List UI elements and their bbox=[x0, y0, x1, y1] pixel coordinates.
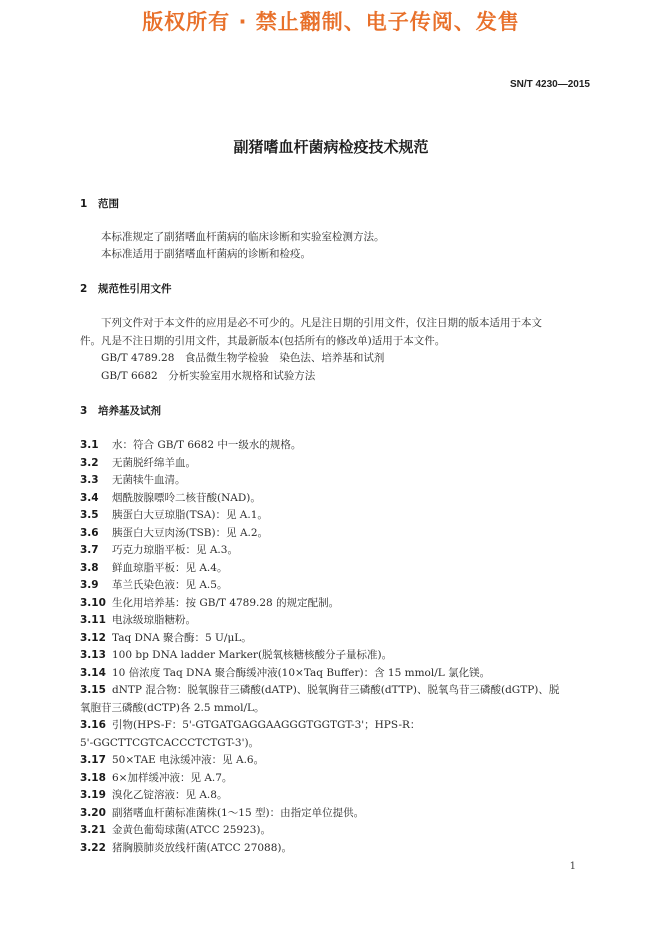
list-item bbox=[80, 560, 227, 575]
paragraph: 件。凡是不注日期的引用文件，其最新版本(包括所有的修改单)适用于本文件。 bbox=[80, 335, 446, 347]
list-item bbox=[80, 455, 196, 470]
item-text: 水：符合 GB/T 6682 中一级水的规格。 bbox=[112, 439, 302, 451]
item-number: 3.12 bbox=[80, 632, 106, 644]
section-title: 范围 bbox=[98, 198, 119, 210]
list-item-continuation bbox=[80, 735, 259, 750]
item-number: 3.8 bbox=[80, 562, 99, 574]
item-text: 电泳级琼脂糖粉。 bbox=[112, 614, 196, 626]
list-item bbox=[80, 682, 559, 697]
paragraph: 下列文件对于本文件的应用是必不可少的。凡是注日期的引用文件，仅注日期的版本适用于本文 bbox=[101, 317, 542, 329]
item-number: 3.16 bbox=[80, 719, 106, 731]
item-number: 3.7 bbox=[80, 544, 99, 556]
item-text: 革兰氏染色液：见 A.5。 bbox=[112, 579, 228, 591]
list-item bbox=[80, 525, 268, 540]
item-text: 50×TAE 电泳缓冲液：见 A.6。 bbox=[112, 754, 265, 766]
list-item bbox=[80, 840, 292, 855]
item-number: 3.19 bbox=[80, 789, 106, 801]
list-item bbox=[80, 805, 364, 820]
item-number: 3.3 bbox=[80, 474, 99, 486]
list-item bbox=[80, 770, 232, 785]
normative-reference: GB/T 6682 分析实验室用水规格和试验方法 bbox=[101, 370, 316, 382]
list-item bbox=[80, 787, 227, 802]
list-item bbox=[80, 577, 227, 592]
item-number: 3.11 bbox=[80, 614, 106, 626]
list-item bbox=[80, 630, 252, 645]
item-text: 巧克力琼脂平板：见 A.3。 bbox=[112, 544, 238, 556]
list-item-continuation bbox=[80, 700, 265, 715]
item-text: 无菌脱纤绵羊血。 bbox=[112, 457, 196, 469]
list-item bbox=[80, 472, 186, 487]
list-item bbox=[80, 612, 196, 627]
item-text: 引物(HPS-F：5'-GTGATGAGGAAGGGTGGTGT-3'；HPS-R： bbox=[112, 719, 421, 731]
item-text: 氧胞苷三磷酸(dCTP)各 2.5 mmol/L。 bbox=[80, 702, 265, 714]
item-text: 胰蛋白大豆琼脂(TSA)：见 A.1。 bbox=[112, 509, 268, 521]
item-text: Taq DNA 聚合酶：5 U/μL。 bbox=[112, 632, 252, 644]
section-title: 规范性引用文件 bbox=[98, 283, 172, 295]
item-number: 3.1 bbox=[80, 439, 99, 451]
paragraph: 本标准规定了副猪嗜血杆菌病的临床诊断和实验室检测方法。 bbox=[101, 231, 385, 243]
section-3-heading bbox=[80, 403, 161, 418]
item-text: 猪胸膜肺炎放线杆菌(ATCC 27088)。 bbox=[112, 842, 293, 854]
item-text: 鲜血琼脂平板：见 A.4。 bbox=[112, 562, 228, 574]
copyright-watermark: 版权所有 · 禁止翻制、电子传阅、发售 bbox=[142, 10, 520, 34]
item-text: 金黄色葡萄球菌(ATCC 25923)。 bbox=[112, 824, 272, 836]
page-number: 1 bbox=[569, 861, 576, 872]
item-number: 3.5 bbox=[80, 509, 99, 521]
list-item bbox=[80, 647, 392, 662]
document-title: 副猪嗜血杆菌病检疫技术规范 bbox=[233, 138, 429, 156]
item-text: 副猪嗜血杆菌标准菌株(1～15 型)：由指定单位提供。 bbox=[112, 807, 365, 819]
item-number: 3.18 bbox=[80, 772, 106, 784]
item-text: 胰蛋白大豆肉汤(TSB)：见 A.2。 bbox=[112, 527, 269, 539]
item-number: 3.10 bbox=[80, 597, 106, 609]
item-number: 3.21 bbox=[80, 824, 106, 836]
item-text: 溴化乙锭溶液：见 A.8。 bbox=[112, 789, 228, 801]
item-number: 3.15 bbox=[80, 684, 106, 696]
item-number: 3.20 bbox=[80, 807, 106, 819]
item-text: 100 bp DNA ladder Marker(脱氧核糖核酸分子量标准)。 bbox=[112, 649, 393, 661]
item-text: 6×加样缓冲液：见 A.7。 bbox=[112, 772, 233, 784]
standard-code: SN/T 4230—2015 bbox=[509, 79, 590, 90]
item-text: 生化用培养基：按 GB/T 4789.28 的规定配制。 bbox=[112, 597, 340, 609]
section-1-heading bbox=[80, 196, 119, 211]
item-text: dNTP 混合物：脱氧腺苷三磷酸(dATP)、脱氧胸苷三磷酸(dTTP)、脱氧鸟苷三磷酸(dGTP)、脱 bbox=[112, 684, 560, 696]
item-text: 烟酰胺腺嘌呤二核苷酸(NAD)。 bbox=[112, 492, 261, 504]
list-item bbox=[80, 717, 420, 732]
list-item bbox=[80, 595, 339, 610]
list-item bbox=[80, 507, 268, 522]
section-number: 3 bbox=[80, 405, 88, 417]
item-number: 3.13 bbox=[80, 649, 106, 661]
item-number: 3.14 bbox=[80, 667, 106, 679]
paragraph: 本标准适用于副猪嗜血杆菌病的诊断和检疫。 bbox=[101, 248, 311, 260]
item-number: 3.22 bbox=[80, 842, 106, 854]
item-number: 3.6 bbox=[80, 527, 99, 539]
list-item bbox=[80, 490, 261, 505]
section-2-heading bbox=[80, 281, 172, 296]
item-text: 无菌犊牛血清。 bbox=[112, 474, 186, 486]
item-text: 10 倍浓度 Taq DNA 聚合酶缓冲液(10×Taq Buffer)：含 15 mmol/L 氯化镁。 bbox=[112, 667, 491, 679]
item-number: 3.9 bbox=[80, 579, 99, 591]
item-number: 3.2 bbox=[80, 457, 99, 469]
list-item bbox=[80, 752, 264, 767]
item-text: 5'-GGCTTCGTCACCCTCTGT-3')。 bbox=[80, 737, 260, 749]
list-item bbox=[80, 665, 490, 680]
list-item bbox=[80, 542, 238, 557]
item-number: 3.17 bbox=[80, 754, 106, 766]
list-item bbox=[80, 437, 301, 452]
section-number: 1 bbox=[80, 198, 88, 210]
list-item bbox=[80, 822, 271, 837]
item-number: 3.4 bbox=[80, 492, 99, 504]
section-number: 2 bbox=[80, 283, 88, 295]
section-title: 培养基及试剂 bbox=[98, 405, 161, 417]
normative-reference: GB/T 4789.28 食品微生物学检验 染色法、培养基和试剂 bbox=[101, 352, 385, 364]
